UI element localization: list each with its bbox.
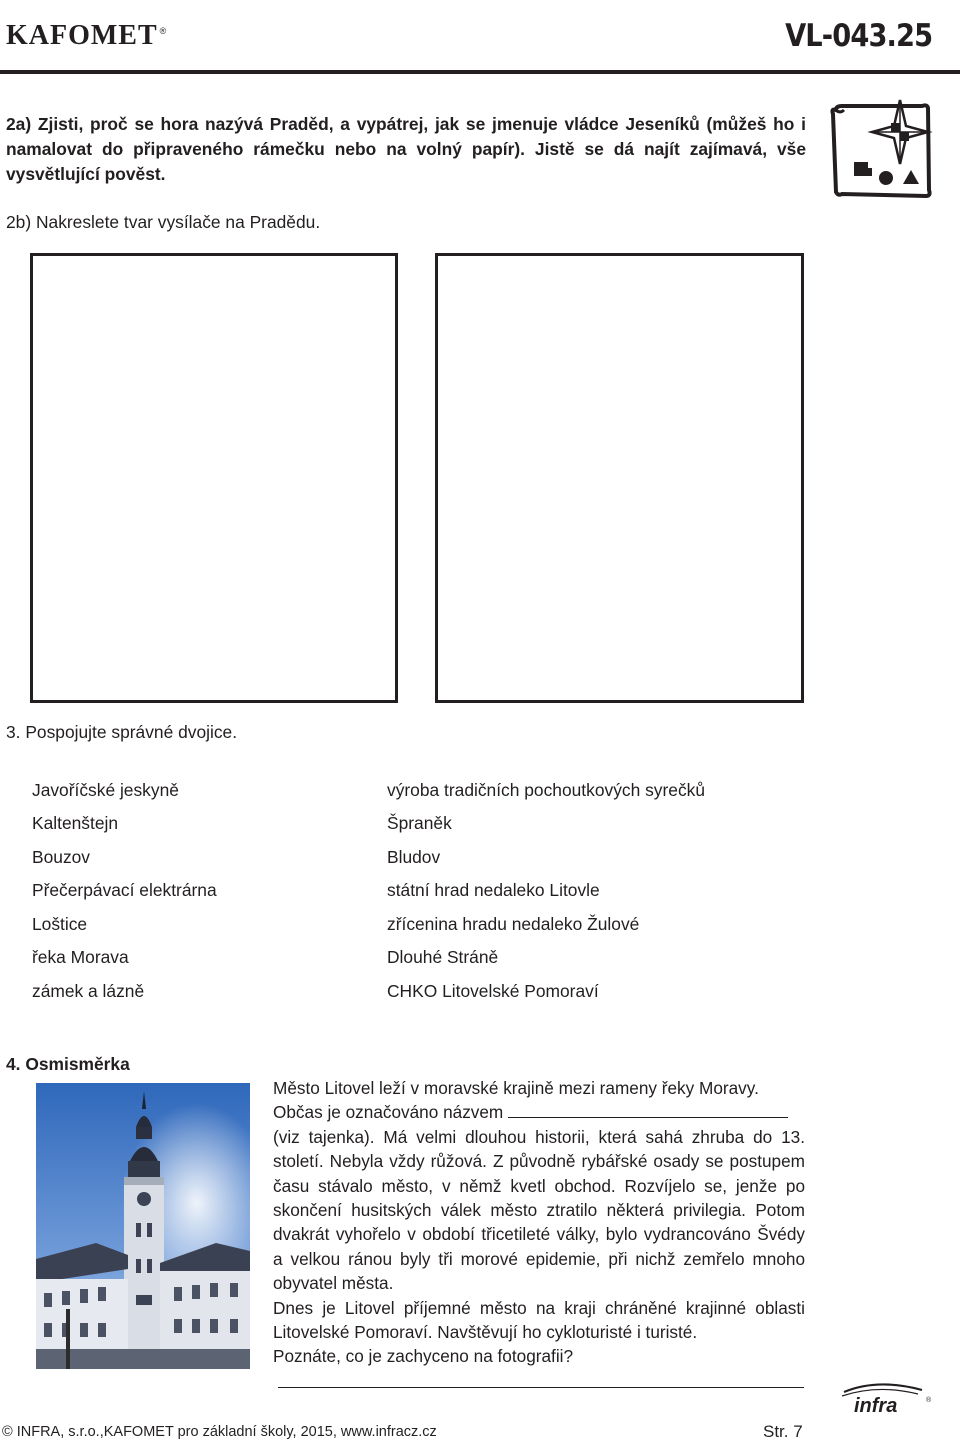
brand-name: KAFOMET xyxy=(6,20,158,51)
task-4-line-2 xyxy=(273,1100,805,1124)
task-4-line-2-text: Občas je označováno názvem xyxy=(273,1102,504,1123)
right-item: zřícenina hradu nedaleko Žulové xyxy=(387,914,640,934)
brand-logo xyxy=(6,20,167,52)
left-item: Bouzov xyxy=(32,847,91,867)
drawing-frame-left[interactable] xyxy=(30,253,398,703)
task-4-paragraph-1: (viz tajenka). Má velmi dlouhou historii, která sahá zhruba do 13. století. Nebyla vždy růžová. Z původně rybářské osady se postupem času stávalo město, v němž kvetl obchod. Rozvíjelo se, jenže po skončení husitských válek město ztratilo některá privilegia. Potom dvakrát vyhořelo v období třicetileté války, bylo vydrancováno Švédy a velkou ránou byly tři morové epidemie, při nichž zemřelo mnoho obyvatel města. xyxy=(273,1126,805,1294)
task-2a-text: 2a) Zjisti, proč se hora nazývá Praděd, a vypátrej, jak se jmenuje vládce Jeseníků (můžeš ho i namalovat do připraveného rámečku nebo na volný papír). Jistě se dá najít zajímavá, vše vysvětlující pověst. xyxy=(6,114,806,184)
answer-blank[interactable] xyxy=(508,1103,788,1118)
task-4-paragraph-2: Dnes je Litovel příjemné město na kraji chráněné krajinné oblasti Litovelské Pomoraví. Navštěvují ho cykloturisté i turisté. xyxy=(273,1297,805,1343)
left-item: řeka Morava xyxy=(32,947,129,967)
task-4-heading: 4. Osmisměrka xyxy=(6,1054,130,1074)
left-item: Přečerpávací elektrárna xyxy=(32,880,217,900)
right-item: CHKO Litovelské Pomoraví xyxy=(387,981,599,1001)
left-item: Kaltenštejn xyxy=(32,813,119,833)
left-item: Javoříčské jeskyně xyxy=(32,780,179,800)
left-item: Loštice xyxy=(32,914,88,934)
infra-logo xyxy=(838,1382,938,1416)
answer-line[interactable] xyxy=(278,1387,804,1388)
task-2b-text: 2b) Nakreslete tvar vysílače na Pradědu. xyxy=(6,212,321,232)
drawing-frame-right[interactable] xyxy=(435,253,804,703)
page-number: Str. 7 xyxy=(763,1422,803,1441)
right-item: Dlouhé Stráně xyxy=(387,947,499,967)
treasure-map-icon xyxy=(828,96,934,202)
right-item: státní hrad nedaleko Litovle xyxy=(387,880,600,900)
right-item: Špraněk xyxy=(387,813,452,833)
header-rule xyxy=(0,70,960,74)
task-4-line-1: Město Litovel leží v moravské krajině mezi rameny řeky Moravy. xyxy=(273,1078,759,1098)
town-hall-photo xyxy=(36,1083,250,1369)
task-3-heading: 3. Pospojujte správné dvojice. xyxy=(6,722,238,742)
brand-registered-mark: ® xyxy=(159,26,168,36)
task-4-question: Poznáte, co je zachyceno na fotografii? xyxy=(273,1346,574,1367)
footer-copyright: © INFRA, s.r.o.,KAFOMET pro základní školy, 2015, www.infracz.cz xyxy=(2,1424,437,1440)
infra-logo-text: infra xyxy=(854,1395,898,1416)
task-4-text xyxy=(273,1076,805,1369)
worksheet-code: VL-043.25 xyxy=(784,18,932,54)
right-item: Bludov xyxy=(387,847,441,867)
infra-registered-mark: ® xyxy=(926,1397,932,1404)
right-item: výroba tradičních pochoutkových syrečků xyxy=(387,780,706,800)
left-item: zámek a lázně xyxy=(32,981,145,1001)
